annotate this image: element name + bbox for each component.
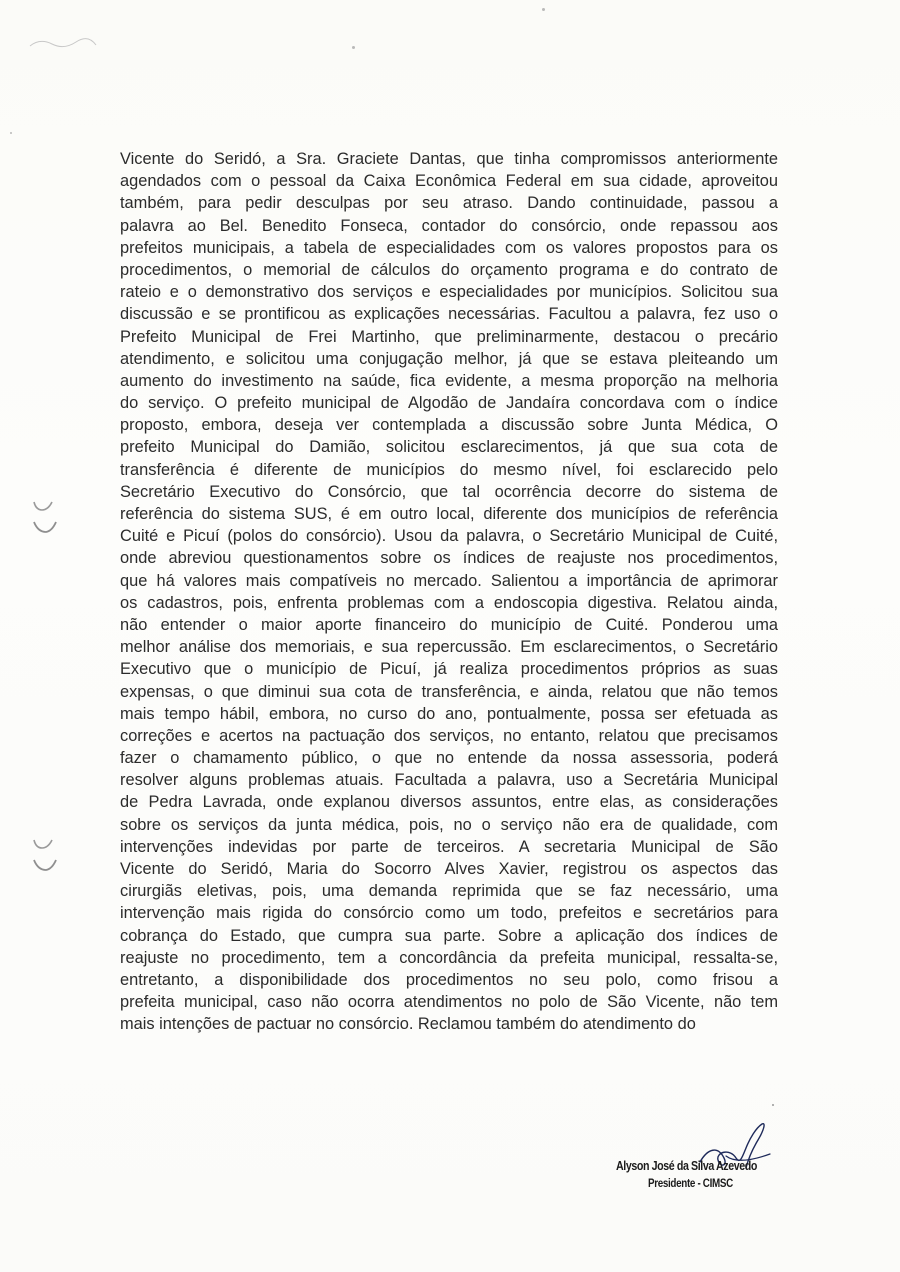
text-line: melhor análise dos memoriais, e sua repercussão. Em esclarecimentos, o Secretário	[120, 638, 778, 657]
text-line: não entender o maior aporte financeiro do município de Cuité. Ponderou uma	[120, 615, 778, 634]
text-line: mais intenções de pactuar no consórcio. Reclamou também do atendimento do	[120, 1015, 696, 1034]
text-line: Cuité e Picuí (polos do consórcio). Usou da palavra, o Secretário Municipal de Cuité,	[120, 527, 778, 546]
text-line: procedimentos, o memorial de cálculos do orçamento programa e do contrato de	[120, 260, 778, 279]
text-line: aumento do investimento na saúde, fica evidente, a mesma proporção na melhoria	[120, 371, 778, 390]
text-line: entretanto, a disponibilidade dos procedimentos no seu polo, como frisou a	[120, 970, 778, 989]
binder-hole-mark-upper	[30, 498, 58, 538]
text-line: prefeito Municipal do Damião, solicitou esclarecimentos, já que sua cota de	[120, 438, 778, 457]
text-line: reajuste no procedimento, tem a concordância da prefeita municipal, ressalta-se,	[120, 948, 778, 967]
text-line: correções e acertos na pactuação dos serviços, no entanto, relatou que precisamos	[120, 726, 778, 745]
text-line: também, para pedir desculpas por seu atraso. Dando continuidade, passou a	[120, 194, 778, 213]
text-line: os cadastros, pois, enfrenta problemas com a endoscopia digestiva. Relatou ainda,	[120, 593, 778, 612]
text-line: fazer o chamamento público, o que no entende da nossa assessoria, poderá	[120, 749, 778, 768]
text-line: sobre os serviços da junta médica, pois, no o serviço não era de qualidade, com	[120, 815, 778, 834]
text-line: Prefeito Municipal de Frei Martinho, que preliminarmente, destacou o precário	[120, 327, 778, 346]
scan-speck	[542, 8, 545, 11]
text-line: agendados com o pessoal da Caixa Econômica Federal em sua cidade, aproveitou	[120, 172, 778, 191]
text-line: expensas, o que diminui sua cota de transferência, e ainda, relatou que não temos	[120, 682, 778, 701]
text-line: referência do sistema SUS, é em outro local, diferente dos municípios de referência	[120, 505, 778, 523]
text-line: intervenção mais rigida do consórcio como um todo, prefeitos e secretários para	[120, 904, 778, 923]
binder-hole-mark-lower	[30, 836, 58, 876]
text-line: palavra ao Bel. Benedito Fonseca, contador do consórcio, onde repassou aos	[120, 216, 778, 235]
text-line: intervenções indevidas por parte de terceiros. A secretaria Municipal de São	[120, 837, 778, 856]
text-line: prefeita municipal, caso não ocorra atendimentos no polo de São Vicente, não tem	[120, 993, 778, 1012]
text-line: atendimento, e solicitou uma conjugação melhor, já que se estava pleiteando um	[120, 349, 778, 368]
scan-speck	[772, 1104, 774, 1106]
scan-speck	[10, 132, 12, 134]
text-line: discussão e se prontificou as explicações necessárias. Facultou a palavra, fez uso o	[120, 305, 778, 324]
text-line: Vicente do Seridó, a Sra. Graciete Dantas, que tinha compromissos anteriormente	[120, 150, 778, 168]
text-line: mais tempo hábil, embora, no curso do ano, pontualmente, possa ser efetuada as	[120, 704, 778, 723]
text-line: Vicente do Seridó, Maria do Socorro Alves Xavier, registrou os aspectos das	[120, 860, 778, 878]
text-line: cobrança do Estado, que cumpra sua parte. Sobre a aplicação dos índices de	[120, 926, 778, 945]
scan-mark-top-left	[28, 36, 98, 50]
text-line: do serviço. O prefeito municipal de Algodão de Jandaíra concordava com o índice	[120, 394, 778, 413]
text-line: cirurgiãs eletivas, pois, uma demanda reprimida que se faz necessário, uma	[120, 882, 778, 901]
text-line: prefeitos municipais, a tabela de especialidades com os valores propostos para os	[120, 238, 778, 257]
text-line: Executivo que o município de Picuí, já realiza procedimentos próprios as suas	[120, 660, 778, 679]
text-line: que há valores mais compatíveis no mercado. Salientou a importância de aprimorar	[120, 571, 778, 590]
text-line: rateio e o demonstrativo dos serviços e especialidades por municípios. Solicitou sua	[120, 283, 778, 302]
document-body	[120, 148, 778, 1036]
scan-speck	[352, 46, 355, 49]
text-line: Secretário Executivo do Consórcio, que tal ocorrência decorre do sistema de	[120, 482, 778, 501]
signature-block	[600, 1118, 820, 1208]
text-line: transferência é diferente de municípios do mesmo nível, foi esclarecido pelo	[120, 460, 778, 479]
text-line: proposto, embora, deseja ver contemplada a discussão sobre Junta Médica, O	[120, 416, 778, 435]
text-line: onde abreviou questionamentos sobre os índices de reajuste nos procedimentos,	[120, 549, 778, 568]
text-line: resolver alguns problemas atuais. Facultada a palavra, uso a Secretária Municipal	[120, 771, 778, 790]
signatory-name: Alyson José da Silva Azevedo	[616, 1158, 757, 1173]
text-line: de Pedra Lavrada, onde explanou diversos assuntos, entre elas, as considerações	[120, 793, 778, 812]
signatory-role: Presidente - CIMSC	[648, 1176, 733, 1190]
